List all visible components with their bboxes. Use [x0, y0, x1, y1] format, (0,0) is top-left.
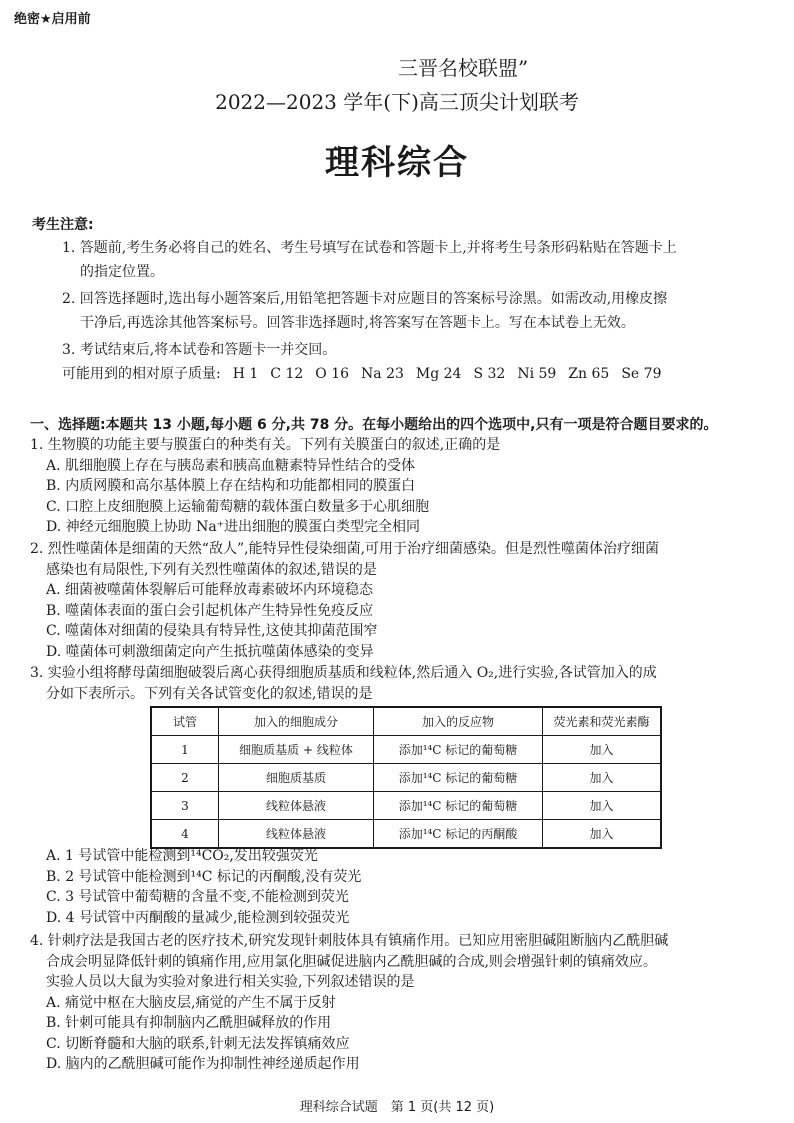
atomic-mass: Ni 59: [517, 366, 557, 382]
table-header: 荧光素和荧光素酶: [543, 707, 662, 736]
table-row: [151, 820, 661, 849]
table-cell: 4: [151, 820, 219, 849]
option-c: C. 噬菌体对细菌的侵染具有特异性,这使其抑菌范围窄: [46, 623, 378, 639]
table-cell: 加入: [543, 792, 662, 820]
notice-line: 2. 回答选择题时,选出每小题答案后,用铅笔把答题卡对应题目的答案标号涂黑。如需改动,用橡皮擦: [62, 291, 668, 307]
option-d: D. 4 号试管中丙酮酸的量减少,能检测到较强荧光: [46, 909, 350, 926]
notice-item-1: [62, 236, 772, 284]
atomic-mass: Mg 24: [415, 366, 462, 382]
option-a: A. 细菌被噬菌体裂解后可能释放毒素破坏内环境稳态: [46, 582, 374, 598]
table-cell: 2: [151, 764, 219, 792]
table-cell: 添加¹⁴C 标记的葡萄糖: [374, 792, 543, 820]
table-cell: 细胞质基质 + 线粒体: [219, 736, 374, 764]
atomic-mass: Zn 65: [568, 366, 610, 382]
option-b: B. 内质网膜和高尔基体膜上存在结构和功能都相同的膜蛋白: [46, 478, 416, 494]
option-c: C. 3 号试管中葡萄糖的含量不变,不能检测到荧光: [46, 889, 349, 905]
table-cell: 添加¹⁴C 标记的葡萄糖: [374, 736, 543, 764]
question-2: [30, 539, 775, 662]
page-footer: 理科综合试题 第 1 页(共 12 页): [299, 1100, 495, 1115]
question-1: [30, 435, 775, 538]
table-cell: 线粒体悬液: [219, 792, 374, 820]
question-stem-cont: 合成会明显降低针刺的镇痛作用,应用氯化胆碱促进脑内乙酰胆碱的合成,则会增强针刺的镇痛效应。: [46, 953, 657, 970]
option-b: B. 针刺可能具有抑制脑内乙酰胆碱释放的作用: [46, 1015, 332, 1031]
exam-title: 2022—2023 学年(下)高三顶尖计划联考: [215, 90, 579, 114]
atomic-mass: H 1: [232, 366, 259, 382]
table-cell: 加入: [543, 764, 662, 792]
option-d: D. 噬菌体可刺激细菌定向产生抵抗噬菌体感染的变异: [46, 643, 374, 660]
section-heading: 一、选择题:本题共 13 小题,每小题 6 分,共 78 分。在每小题给出的四个选项中,只有一项是符合题目要求的。: [30, 417, 718, 433]
table-cell: 加入: [543, 820, 662, 849]
question-stem: 2. 烈性噬菌体是细菌的天然“敌人”,能特异性侵染细菌,可用于治疗细菌感染。但是烈性噬菌体治疗细菌: [30, 541, 660, 557]
table-row: [151, 792, 661, 820]
question-stem: 1. 生物膜的功能主要与膜蛋白的种类有关。下列有关膜蛋白的叙述,正确的是: [30, 437, 501, 453]
table-cell: 加入: [543, 736, 662, 764]
table-cell: 细胞质基质: [219, 764, 374, 792]
table-row: [151, 764, 661, 792]
question-4: [30, 931, 775, 1075]
question-stem: 4. 针刺疗法是我国古老的医疗技术,研究发现针刺肢体具有镇痛作用。已知应用密胆碱阻断脑内乙酰胆碱: [30, 933, 669, 949]
option-c: C. 切断脊髓和大脑的联系,针刺无法发挥镇痛效应: [46, 1035, 350, 1052]
option-d: D. 神经元细胞膜上协助 Na⁺进出细胞的膜蛋白类型完全相同: [46, 519, 421, 535]
atomic-label: 可能用到的相对原子质量:: [62, 366, 221, 382]
notice-line: 的指定位置。: [80, 264, 164, 280]
notice-line: 3. 考试结束后,将本试卷和答题卡一并交回。: [62, 342, 337, 358]
option-a: A. 肌细胞膜上存在与胰岛素和胰高血糖素特异性结合的受体: [46, 457, 416, 474]
question-stem-cont: 感染也有局限性,下列有关烈性噬菌体的叙述,错误的是: [46, 561, 377, 578]
notice-item-2: [62, 287, 772, 335]
option-a: A. 痛觉中枢在大脑皮层,痛觉的产生不属于反射: [46, 994, 336, 1011]
table-header: 试管: [151, 707, 219, 736]
organizer-name: 三晋名校联盟”: [398, 56, 529, 80]
table-row: [151, 736, 661, 764]
notice-item-3: [62, 338, 772, 362]
table-cell: 3: [151, 792, 219, 820]
atomic-mass: C 12: [270, 366, 304, 382]
question-3-options: [30, 846, 775, 928]
question-stem-cont: 实验人员以大鼠为实验对象进行相关实验,下列叙述错误的是: [46, 974, 415, 990]
experiment-table: [150, 706, 662, 849]
option-b: B. 2 号试管中能检测到¹⁴C 标记的丙酮酸,没有荧光: [46, 868, 362, 885]
question-stem: 3. 实验小组将酵母菌细胞破裂后离心获得细胞质基质和线粒体,然后通入 O₂,进行实验,各试管加入的成: [30, 665, 657, 681]
atomic-mass: Se 79: [621, 366, 662, 382]
table-header: 加入的细胞成分: [219, 707, 374, 736]
option-b: B. 噬菌体表面的蛋白会引起机体产生特异性免疫反应: [46, 602, 374, 619]
atomic-mass: Na 23: [361, 366, 404, 382]
confidential-label: 绝密★启用前: [14, 12, 91, 27]
question-stem-cont: 分如下表所示。下列有关各试管变化的叙述,错误的是: [46, 685, 373, 702]
table-header: 加入的反应物: [374, 707, 543, 736]
atomic-masses: [62, 363, 673, 383]
atomic-mass: S 32: [473, 366, 506, 382]
atomic-mass: O 16: [315, 366, 350, 382]
notice-line: 1. 答题前,考生务必将自己的姓名、考生号填写在试卷和答题卡上,并将考生号条形码粘贴在答题卡上: [62, 240, 677, 256]
notice-heading: 考生注意:: [32, 217, 94, 233]
notice-line: 干净后,再选涂其他答案标号。回答非选择题时,将答案写在答题卡上。写在本试卷上无效。: [80, 315, 635, 331]
table-cell: 添加¹⁴C 标记的葡萄糖: [374, 764, 543, 792]
table-header-row: [151, 707, 661, 736]
option-c: C. 口腔上皮细胞膜上运输葡萄糖的载体蛋白数量多于心肌细胞: [46, 498, 430, 515]
question-3: [30, 663, 775, 704]
option-d: D. 脑内的乙酰胆碱可能作为抑制性神经递质起作用: [46, 1056, 360, 1072]
table-cell: 1: [151, 736, 219, 764]
table-cell: 添加¹⁴C 标记的丙酮酸: [374, 820, 543, 849]
subject-title: 理科综合: [325, 143, 469, 183]
option-a: A. 1 号试管中能检测到¹⁴CO₂,发出较强荧光: [46, 848, 318, 864]
table-cell: 线粒体悬液: [219, 820, 374, 849]
